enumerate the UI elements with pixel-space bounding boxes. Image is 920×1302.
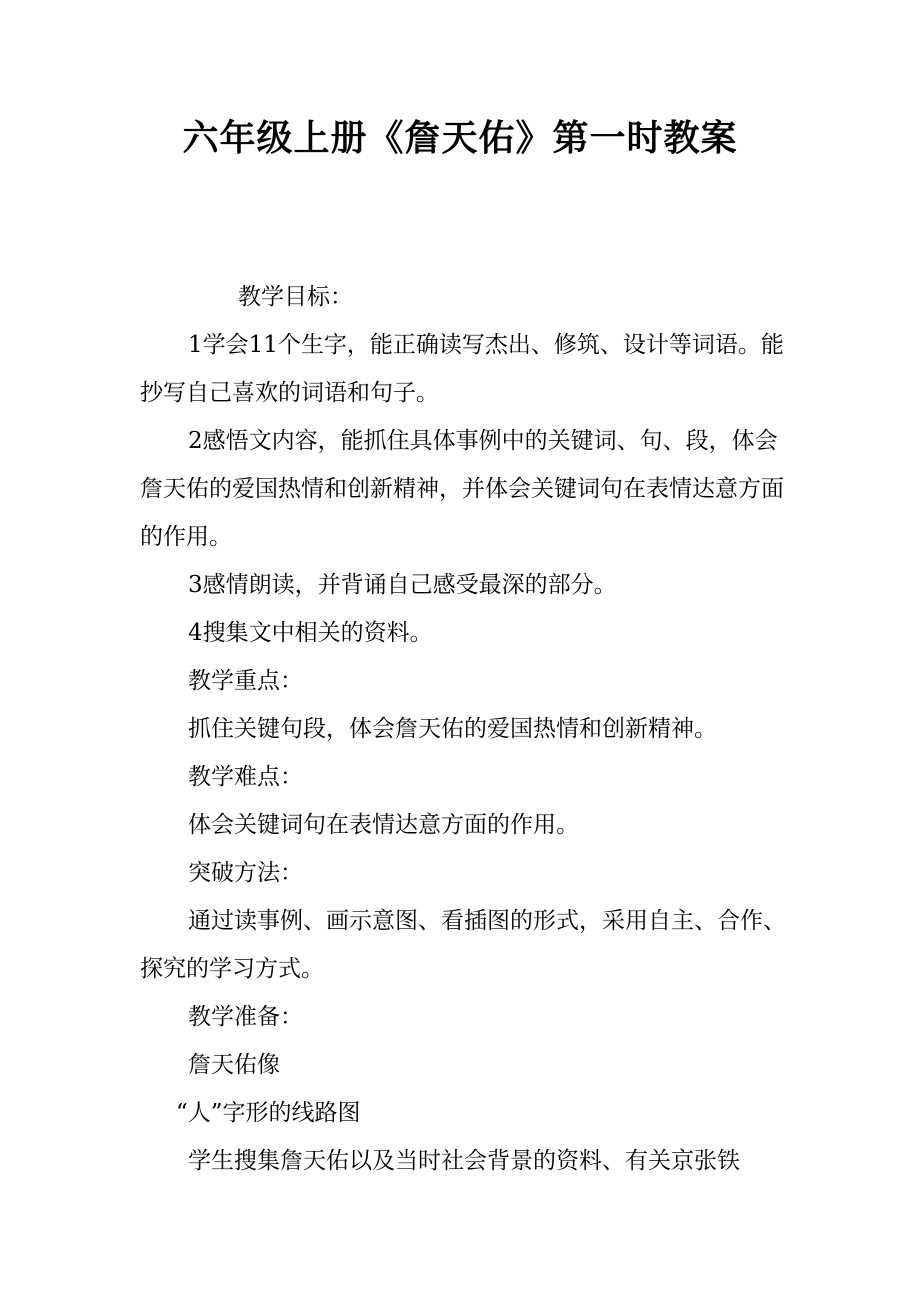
document-title: 六年级上册《詹天佑》第一时教案 [182,117,738,159]
preparation-item-portrait: 詹天佑像 [188,1052,280,1078]
difficulties-text: 体会关键词句在表情达意方面的作用。 [188,812,579,838]
objective-2: 2感悟文内容，能抓住具体事例中的关键词、句、段，体会詹天佑的爱国热情和创新精神，并体会关键词句在表情达意方面的作用。 [140,428,784,550]
preparation-item-route-map: “人”字形的线路图 [176,1100,361,1126]
methods-text: 通过读事例、画示意图、看插图的形式，采用自主、合作、探究的学习方式。 [140,908,786,982]
key-points-text: 抓住关键句段，体会詹天佑的爱国热情和创新精神。 [188,716,717,742]
objective-1: 1学会11个生字，能正确读写杰出、修筑、设计等词语。能抄写自己喜欢的词语和句子。 [140,332,784,406]
objective-3: 3感情朗读，并背诵自己感受最深的部分。 [188,572,617,598]
section-heading-preparation: 教学准备： [188,1004,303,1030]
section-heading-difficulties: 教学难点： [188,764,303,790]
objective-4: 4搜集文中相关的资料。 [188,620,433,646]
preparation-item-materials: 学生搜集詹天佑以及当时社会背景的资料、有关京张铁 [188,1148,740,1174]
section-heading-methods: 突破方法： [188,860,303,886]
document-body [140,273,790,1185]
section-heading-objectives: 教学目标： [238,284,353,310]
section-heading-key-points: 教学重点： [188,668,303,694]
